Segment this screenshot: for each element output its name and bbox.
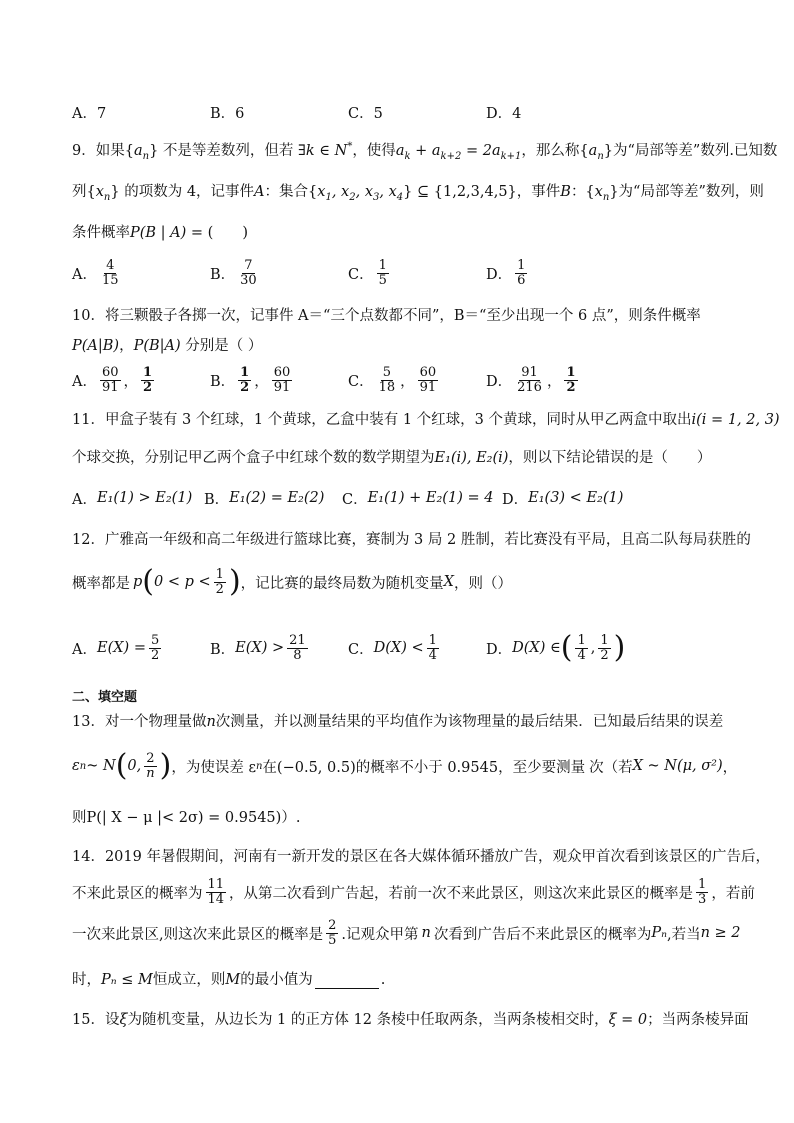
q11-option-c[interactable]: C． E₁(1) + E₂(1) = 4 — [342, 490, 494, 508]
q11-options — [72, 478, 732, 518]
q11-option-b[interactable]: B． E₁(2) = E₂(2) — [204, 490, 325, 508]
q9-option-d[interactable]: D． $\frac{1}{6}$ — [486, 257, 526, 288]
q8-option-d[interactable]: D．4 — [486, 105, 522, 122]
q9-option-c[interactable]: C． $\frac{1}{5}$ — [348, 257, 387, 288]
q14-line-4: 时，Pₙ ≤ M恒成立，则M的最小值为 . — [72, 972, 386, 988]
q15-line-1: 15．设ξ为随机变量，从边长为 1 的正方体 12 条棱中任取两条，当两条棱相交时，ξ = 0；当两条棱异面 — [72, 1012, 749, 1028]
q9-line-2: 列$\{x_n\}$ 的项数为 4，记事件A：集合{$x_1$, $x_2$, $x_3$, $x_4$} ⊆ {1,2,3,4,5}，事件B：$\{x_n\}$为“局部等差”数列，则 — [72, 184, 764, 203]
q11-line-2: 个球交换，分别记甲乙两个盒子中红球个数的数学期望为E₁(i), E₂(i)，则以下结论错误的是（ ） — [72, 450, 712, 466]
q9-line-1: 9．如果$\{a_n\}$ 不是等差数列，但若 ∃k ∈ N*，使得$a_k + a_{k+2} = 2a_{k+1}$，那么称$\{a_n\}$为“局部等差”数列.已知数 — [72, 141, 778, 162]
q12-option-b[interactable]: B． E(X) > $\frac{21}{8}$ — [210, 632, 306, 663]
q10-option-c[interactable]: C． $\frac{5}{18}$ ， $\frac{60}{91}$ — [348, 364, 437, 395]
q12-option-d[interactable]: D． D(X) ∈ ( $\frac{1}{4}$ , $\frac{1}{2}$ ) — [486, 630, 626, 665]
q10-line-1: 10．将三颗骰子各掷一次，记事件 A＝“三个点数都不同”，B＝“至少出现一个 6 点”，则条件概率 — [72, 308, 701, 324]
q14-line-1: 14．2019 年暑假期间，河南有一新开发的景区在各大媒体循环播放广告，观众甲首次看到该景区的广告后， — [72, 849, 770, 865]
q14-answer-blank[interactable] — [315, 972, 379, 989]
q8-option-b[interactable]: B．6 — [210, 105, 245, 122]
q12-option-a[interactable]: A． E(X) = $\frac{5}{2}$ — [72, 632, 160, 663]
q10-option-b[interactable]: B． $\frac{1}{2}$ ， $\frac{60}{91}$ — [210, 364, 291, 395]
q10-option-a[interactable]: A． $\frac{60}{91}$ ， $\frac{1}{2}$ — [72, 364, 153, 395]
q10-options — [72, 360, 732, 400]
q9-line-3: 条件概率P(B | A) = ( ) — [72, 225, 248, 241]
q9-option-a[interactable]: A． $\frac{4}{15}$ — [72, 257, 119, 288]
q9-option-b[interactable]: B． $\frac{7}{30}$ — [210, 257, 257, 288]
section-heading: 二、填空题 — [72, 690, 138, 705]
q11-line-1: 11．甲盒子装有 3 个红球，1 个黄球，乙盒中装有 1 个红球，3 个黄球，同时从甲乙两盒中取出i(i = 1, 2, 3) — [72, 412, 780, 428]
q14-line-2: 不来此景区的概率为 $\frac{11}{14}$ ，从第二次看到广告起，若前一次不来此景区，则这次来此景区的概率是 $\frac{1}{3}$ ，若前 — [72, 876, 755, 907]
q14-line-3: 一次来此景区,则这次来此景区的概率是 $\frac{2}{5}$ .记观众甲第 n 次看到广告后不来此景区的概率为 Pₙ ,若当 n ≥ 2 — [72, 917, 741, 948]
q13-line-3: 则P(| X − μ |< 2σ) = 0.9545)）. — [72, 810, 301, 826]
q8-option-c[interactable]: C．5 — [348, 105, 383, 122]
q10-option-d[interactable]: D． $\frac{91}{216}$ ， $\frac{1}{2}$ — [486, 364, 576, 395]
q12-line-1: 12．广雅高一年级和高二年级进行篮球比赛，赛制为 3 局 2 胜制，若比赛没有平局，且高二队每局获胜的 — [72, 532, 751, 548]
q9-options — [72, 253, 732, 293]
q13-line-2: ε n ~ N ( 0, $\frac{2}{n}$ ) ，为使误差 ε n 在(−0.5, 0.5)的概率不小于 0.9545，至少要测量 次（若 X ~ N(μ, σ²) ， — [72, 748, 738, 783]
q12-options — [72, 626, 732, 670]
q13-line-1: 13．对一个物理量做n次测量，并以测量结果的平均值作为该物理量的最后结果．已知最后结果的误差 — [72, 714, 724, 730]
q8-option-a[interactable]: A．7 — [72, 105, 107, 122]
q12-option-c[interactable]: C． D(X) < $\frac{1}{4}$ — [348, 632, 437, 663]
q10-line-2: P(A|B)，P(B|A) 分别是（ ） — [72, 338, 263, 354]
q12-line-2: 概率都是 p ( 0 < p < $\frac{1}{2}$ ) ，记比赛的最终局数为随机变量 X ，则（） — [72, 564, 512, 599]
q11-option-a[interactable]: A． E₁(1) > E₂(1) — [72, 490, 193, 508]
q8-options — [72, 92, 732, 132]
q11-option-d[interactable]: D． E₁(3) < E₂(1) — [502, 490, 624, 508]
